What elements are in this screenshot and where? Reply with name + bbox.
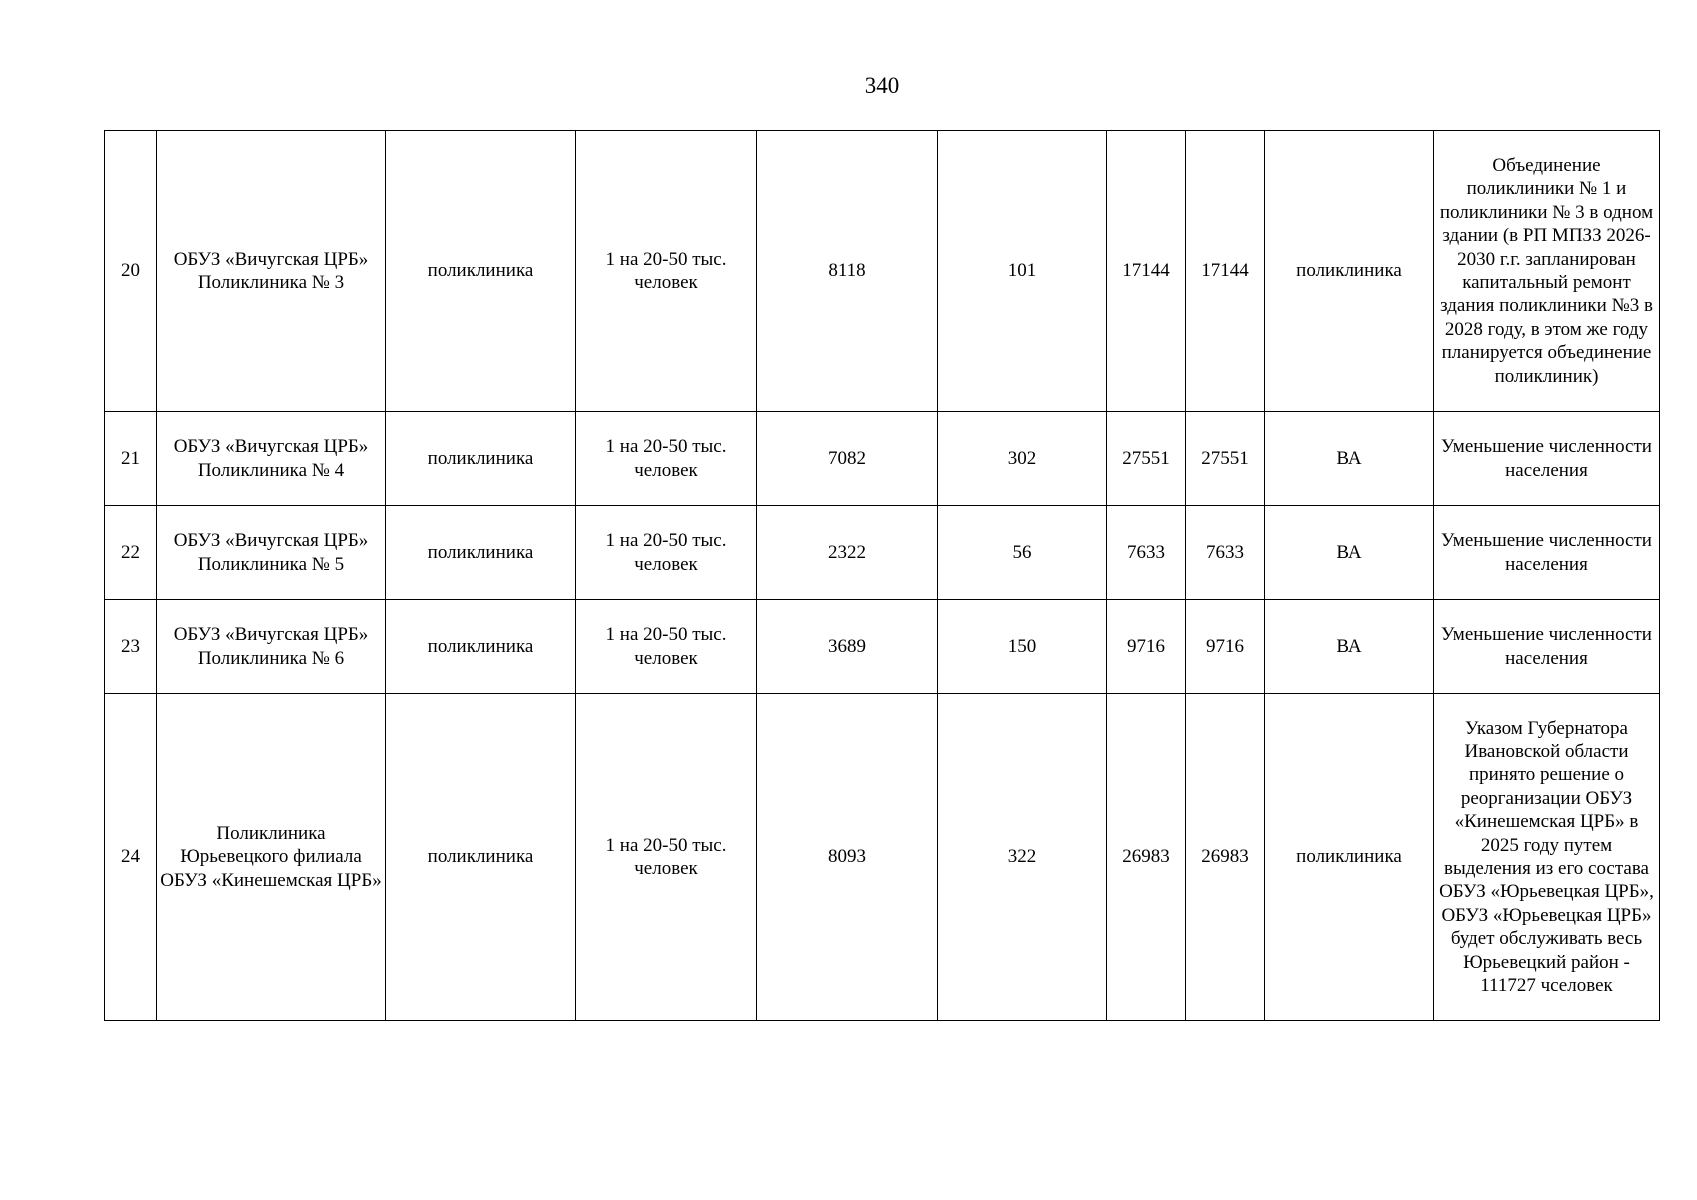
facility-name: ОБУЗ «Вичугская ЦРБ» Поликлиника № 3 <box>157 131 386 412</box>
note: Уменьшение численности населения <box>1434 412 1660 506</box>
table-row <box>105 506 1660 600</box>
value-1: 8118 <box>757 131 938 412</box>
note: Объединение поликлиники № 1 и поликлиники № 3 в одном здании (в РП МПЗЗ 2026-2030 г.г. запланирован капитальный ремонт здания поликлиники №3 в 2028 году, в этом же году планируется объединение поликлиник) <box>1434 131 1660 412</box>
value-1: 7082 <box>757 412 938 506</box>
value-2: 56 <box>938 506 1107 600</box>
page-number: 340 <box>864 73 900 98</box>
table-row <box>105 600 1660 694</box>
note: Указом Губернатора Ивановской области принято решение о реорганизации ОБУЗ «Кинешемская ЦРБ» в 2025 году путем выделения из его состава ОБУЗ «Юрьевецкая ЦРБ», ОБУЗ «Юрьевецкая ЦРБ» будет обслуживать весь Юрьевецкий район - 111727 чселовек <box>1434 694 1660 1021</box>
facility-type: поликлиника <box>386 412 576 506</box>
facility-table <box>104 130 1660 1021</box>
value-2: 101 <box>938 131 1107 412</box>
value-1: 3689 <box>757 600 938 694</box>
table-row <box>105 694 1660 1021</box>
facility-name: ОБУЗ «Вичугская ЦРБ» Поликлиника № 6 <box>157 600 386 694</box>
value-3: 7633 <box>1107 506 1186 600</box>
facility-norm: 1 на 20-50 тыс. человек <box>576 412 757 506</box>
facility-norm: 1 на 20-50 тыс. человек <box>576 600 757 694</box>
row-number: 20 <box>105 131 157 412</box>
row-number: 24 <box>105 694 157 1021</box>
facility-name: ОБУЗ «Вичугская ЦРБ» Поликлиника № 4 <box>157 412 386 506</box>
facility-name: Поликлиника Юрьевецкого филиала ОБУЗ «Кинешемская ЦРБ» <box>157 694 386 1021</box>
table-row <box>105 131 1660 412</box>
value-3: 27551 <box>1107 412 1186 506</box>
facility-type: поликлиника <box>386 506 576 600</box>
value-3: 9716 <box>1107 600 1186 694</box>
facility-type: поликлиника <box>386 131 576 412</box>
value-4: 27551 <box>1186 412 1265 506</box>
facility-norm: 1 на 20-50 тыс. человек <box>576 506 757 600</box>
value-2: 302 <box>938 412 1107 506</box>
facility-category: ВА <box>1265 412 1434 506</box>
facility-category: ВА <box>1265 600 1434 694</box>
value-2: 150 <box>938 600 1107 694</box>
facility-category: ВА <box>1265 506 1434 600</box>
value-1: 2322 <box>757 506 938 600</box>
value-4: 17144 <box>1186 131 1265 412</box>
value-4: 7633 <box>1186 506 1265 600</box>
note: Уменьшение численности населения <box>1434 600 1660 694</box>
row-number: 22 <box>105 506 157 600</box>
facility-name: ОБУЗ «Вичугская ЦРБ» Поликлиника № 5 <box>157 506 386 600</box>
facility-norm: 1 на 20-50 тыс. человек <box>576 694 757 1021</box>
value-2: 322 <box>938 694 1107 1021</box>
table-row <box>105 412 1660 506</box>
value-1: 8093 <box>757 694 938 1021</box>
value-3: 17144 <box>1107 131 1186 412</box>
value-4: 26983 <box>1186 694 1265 1021</box>
value-3: 26983 <box>1107 694 1186 1021</box>
value-4: 9716 <box>1186 600 1265 694</box>
row-number: 21 <box>105 412 157 506</box>
facility-category: поликлиника <box>1265 131 1434 412</box>
note: Уменьшение численности населения <box>1434 506 1660 600</box>
facility-type: поликлиника <box>386 600 576 694</box>
row-number: 23 <box>105 600 157 694</box>
facility-category: поликлиника <box>1265 694 1434 1021</box>
facility-norm: 1 на 20-50 тыс. человек <box>576 131 757 412</box>
facility-type: поликлиника <box>386 694 576 1021</box>
